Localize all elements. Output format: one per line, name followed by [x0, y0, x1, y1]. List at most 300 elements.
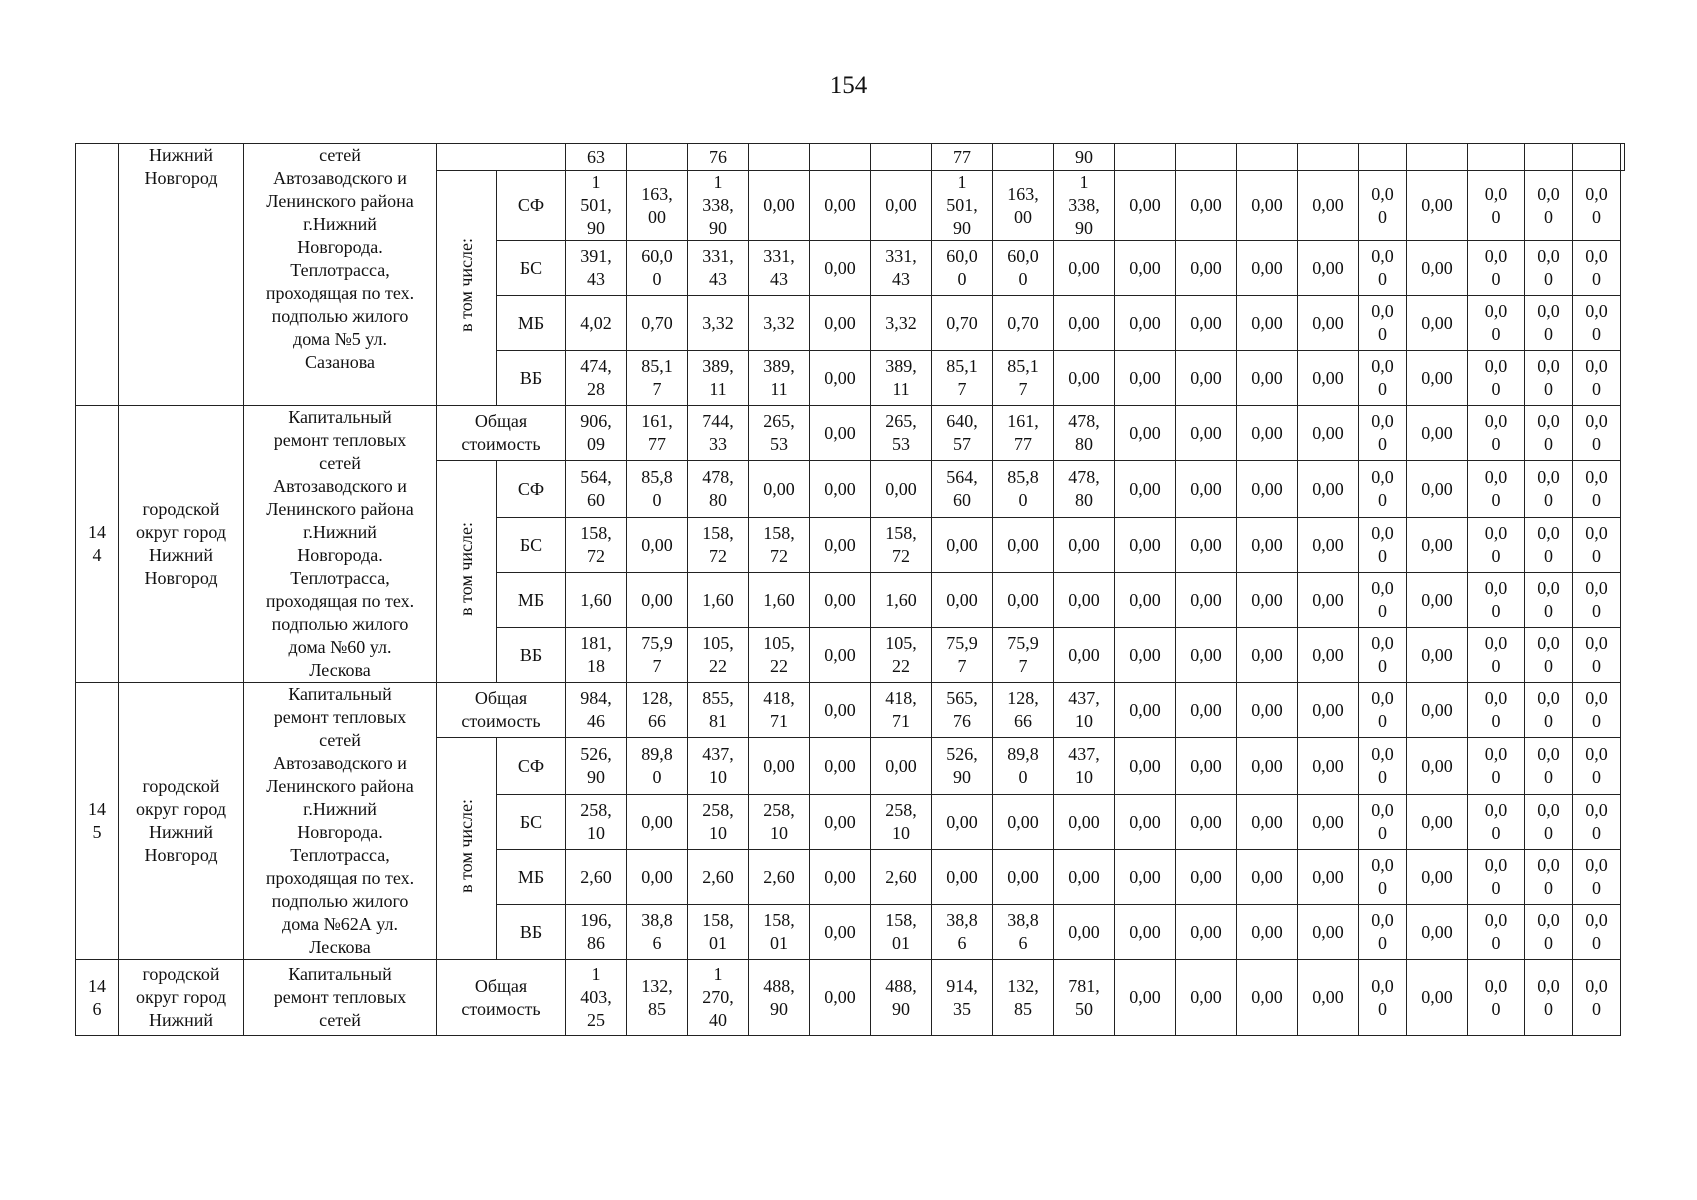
value-cell: 105, 22 — [749, 628, 810, 683]
object-cell: Капитальный ремонт тепловых сетей Автозаводского и Ленинского района г.Нижний Новгорода. Теплотрасса, проходящая по тех. подполью жилого дома №62А ул. Лескова — [244, 683, 437, 960]
value-cell: 258, 10 — [566, 795, 627, 850]
value-cell: 60,0 0 — [627, 241, 688, 296]
value-cell: 0,00 — [1237, 850, 1298, 905]
value-cell: 0,00 — [1237, 628, 1298, 683]
value-cell: 265, 53 — [871, 406, 932, 461]
value-cell — [993, 144, 1054, 171]
page-number: 154 — [829, 72, 868, 99]
source-label: БС — [497, 241, 566, 296]
value-cell: 3,32 — [871, 296, 932, 351]
value-cell: 85,1 7 — [627, 351, 688, 406]
value-cell: 0,00 — [1054, 850, 1115, 905]
value-cell: 984, 46 — [566, 683, 627, 738]
value-cell: 75,9 7 — [993, 628, 1054, 683]
value-cell: 0,00 — [810, 241, 871, 296]
value-cell: 0,0 0 — [1359, 241, 1407, 296]
value-cell: 0,00 — [810, 296, 871, 351]
source-label: СФ — [497, 461, 566, 518]
value-cell: 1,60 — [749, 573, 810, 628]
value-cell: 0,0 0 — [1573, 628, 1621, 683]
value-cell: 0,00 — [810, 850, 871, 905]
item-number: 14 6 — [76, 960, 119, 1036]
value-cell: 158, 72 — [566, 518, 627, 573]
value-cell: 564, 60 — [932, 461, 993, 518]
value-cell: 437, 10 — [688, 738, 749, 795]
value-cell: 258, 10 — [688, 795, 749, 850]
value-cell: 0,00 — [1407, 795, 1468, 850]
value-cell: 0,00 — [1407, 960, 1468, 1036]
municipality-cell: городской округ город Нижний — [119, 960, 244, 1036]
value-cell: 0,00 — [1298, 905, 1359, 960]
total-label: Общая стоимость — [437, 960, 566, 1036]
value-cell: 0,00 — [1298, 573, 1359, 628]
value-cell: 0,00 — [1176, 683, 1237, 738]
value-cell: 85,8 0 — [627, 461, 688, 518]
value-cell: 0,00 — [993, 795, 1054, 850]
value-cell: 0,00 — [1115, 960, 1176, 1036]
value-cell: 0,00 — [1176, 171, 1237, 241]
value-cell: 0,0 0 — [1525, 850, 1573, 905]
value-cell: 1 338, 90 — [688, 171, 749, 241]
value-cell: 0,00 — [932, 573, 993, 628]
value-cell: 0,00 — [627, 573, 688, 628]
object-cell: Капитальный ремонт тепловых сетей — [244, 960, 437, 1036]
value-cell: 0,00 — [1237, 683, 1298, 738]
value-cell — [1359, 144, 1407, 171]
value-cell: 0,0 0 — [1525, 738, 1573, 795]
value-cell: 0,0 0 — [1573, 171, 1621, 241]
value-cell: 0,00 — [1115, 683, 1176, 738]
item-number: 14 4 — [76, 406, 119, 683]
value-cell: 0,00 — [810, 406, 871, 461]
value-cell: 0,00 — [1115, 461, 1176, 518]
value-cell: 1 338, 90 — [1054, 171, 1115, 241]
value-cell: 0,00 — [1176, 960, 1237, 1036]
value-cell: 0,00 — [810, 795, 871, 850]
value-cell: 60,0 0 — [932, 241, 993, 296]
value-cell: 0,00 — [993, 573, 1054, 628]
value-cell: 2,60 — [871, 850, 932, 905]
value-cell: 0,0 0 — [1359, 795, 1407, 850]
value-cell: 0,00 — [1115, 518, 1176, 573]
value-cell: 85,1 7 — [993, 351, 1054, 406]
value-cell: 0,00 — [1298, 241, 1359, 296]
value-cell: 0,00 — [1298, 628, 1359, 683]
value-cell: 0,0 0 — [1468, 351, 1525, 406]
value-cell: 0,0 0 — [1468, 171, 1525, 241]
value-cell: 0,00 — [1115, 738, 1176, 795]
value-cell: 0,0 0 — [1359, 960, 1407, 1036]
source-label: БС — [497, 795, 566, 850]
value-cell: 0,0 0 — [1359, 351, 1407, 406]
value-cell: 0,0 0 — [1468, 905, 1525, 960]
value-cell: 0,0 0 — [1573, 738, 1621, 795]
object-cell: сетей Автозаводского и Ленинского района г.Нижний Новгорода. Теплотрасса, проходящая по тех. подполью жилого дома №5 ул. Сазанова — [244, 144, 437, 406]
value-cell: 265, 53 — [749, 406, 810, 461]
value-cell: 105, 22 — [688, 628, 749, 683]
value-cell: 0,00 — [810, 171, 871, 241]
value-cell: 0,00 — [1298, 461, 1359, 518]
value-cell: 0,0 0 — [1468, 406, 1525, 461]
value-cell: 76 — [688, 144, 749, 171]
value-cell: 0,00 — [627, 850, 688, 905]
value-cell: 0,00 — [1176, 850, 1237, 905]
value-cell: 0,00 — [1054, 241, 1115, 296]
value-cell — [1621, 144, 1625, 171]
value-cell: 0,00 — [1407, 461, 1468, 518]
value-cell: 0,0 0 — [1573, 296, 1621, 351]
including-cell — [437, 461, 497, 683]
value-cell: 0,0 0 — [1525, 461, 1573, 518]
value-cell: 3,32 — [749, 296, 810, 351]
value-cell: 38,8 6 — [627, 905, 688, 960]
value-cell: 0,00 — [1237, 905, 1298, 960]
value-cell: 2,60 — [688, 850, 749, 905]
value-cell: 0,0 0 — [1573, 905, 1621, 960]
value-cell: 0,0 0 — [1573, 683, 1621, 738]
value-cell: 564, 60 — [566, 461, 627, 518]
value-cell: 1 270, 40 — [688, 960, 749, 1036]
value-cell: 77 — [932, 144, 993, 171]
value-cell: 0,00 — [1237, 406, 1298, 461]
value-cell: 0,00 — [1115, 573, 1176, 628]
value-cell: 0,00 — [1237, 296, 1298, 351]
value-cell: 478, 80 — [1054, 406, 1115, 461]
value-cell: 90 — [1054, 144, 1115, 171]
value-cell: 0,00 — [1054, 518, 1115, 573]
value-cell: 0,00 — [932, 850, 993, 905]
value-cell: 0,0 0 — [1468, 573, 1525, 628]
value-cell: 0,00 — [1407, 518, 1468, 573]
value-cell: 0,0 0 — [1468, 296, 1525, 351]
value-cell: 89,8 0 — [627, 738, 688, 795]
value-cell: 0,00 — [1237, 171, 1298, 241]
value-cell: 0,0 0 — [1525, 573, 1573, 628]
value-cell: 0,00 — [1298, 850, 1359, 905]
value-cell: 163, 00 — [993, 171, 1054, 241]
value-cell: 0,00 — [932, 518, 993, 573]
value-cell: 105, 22 — [871, 628, 932, 683]
value-cell: 0,00 — [1237, 241, 1298, 296]
value-cell: 1 501, 90 — [566, 171, 627, 241]
value-cell: 181, 18 — [566, 628, 627, 683]
value-cell: 0,00 — [1115, 406, 1176, 461]
value-cell: 0,0 0 — [1525, 171, 1573, 241]
value-cell: 0,00 — [1176, 351, 1237, 406]
value-cell: 2,60 — [566, 850, 627, 905]
value-cell: 418, 71 — [871, 683, 932, 738]
table-row — [76, 683, 1625, 738]
value-cell: 0,00 — [810, 683, 871, 738]
value-cell: 0,00 — [1298, 406, 1359, 461]
value-cell: 331, 43 — [688, 241, 749, 296]
value-cell: 0,00 — [1407, 628, 1468, 683]
value-cell: 0,00 — [1176, 795, 1237, 850]
value-cell: 781, 50 — [1054, 960, 1115, 1036]
source-label: ВБ — [497, 351, 566, 406]
value-cell — [871, 144, 932, 171]
value-cell: 0,0 0 — [1468, 850, 1525, 905]
value-cell: 855, 81 — [688, 683, 749, 738]
value-cell: 258, 10 — [871, 795, 932, 850]
source-label: ВБ — [497, 628, 566, 683]
value-cell: 0,0 0 — [1468, 241, 1525, 296]
value-cell: 0,0 0 — [1359, 406, 1407, 461]
value-cell: 161, 77 — [993, 406, 1054, 461]
value-cell: 474, 28 — [566, 351, 627, 406]
value-cell: 0,00 — [871, 171, 932, 241]
source-label: ВБ — [497, 905, 566, 960]
value-cell — [1525, 144, 1573, 171]
value-cell: 0,0 0 — [1359, 738, 1407, 795]
value-cell: 132, 85 — [993, 960, 1054, 1036]
value-cell: 0,00 — [749, 171, 810, 241]
value-cell: 0,00 — [1237, 461, 1298, 518]
value-cell — [810, 144, 871, 171]
value-cell: 0,00 — [871, 738, 932, 795]
total-label: Общая стоимость — [437, 683, 566, 738]
value-cell: 0,00 — [1054, 628, 1115, 683]
value-cell: 0,0 0 — [1359, 683, 1407, 738]
value-cell: 128, 66 — [627, 683, 688, 738]
value-cell: 0,00 — [1054, 795, 1115, 850]
table-row — [76, 406, 1625, 461]
value-cell: 0,00 — [1407, 850, 1468, 905]
total-label — [437, 144, 566, 171]
value-cell: 158, 01 — [871, 905, 932, 960]
value-cell — [1573, 144, 1621, 171]
value-cell: 526, 90 — [932, 738, 993, 795]
including-label: в том числе: — [456, 238, 476, 332]
value-cell: 0,0 0 — [1573, 960, 1621, 1036]
value-cell: 1,60 — [871, 573, 932, 628]
value-cell — [1468, 144, 1525, 171]
value-cell: 0,00 — [810, 738, 871, 795]
value-cell: 0,00 — [932, 795, 993, 850]
value-cell: 0,00 — [1298, 518, 1359, 573]
value-cell: 158, 72 — [871, 518, 932, 573]
value-cell: 488, 90 — [871, 960, 932, 1036]
source-label: МБ — [497, 573, 566, 628]
value-cell: 38,8 6 — [993, 905, 1054, 960]
table-row — [76, 144, 1625, 171]
value-cell: 0,00 — [1237, 573, 1298, 628]
value-cell: 0,70 — [627, 296, 688, 351]
value-cell: 0,00 — [1115, 795, 1176, 850]
value-cell: 0,00 — [749, 461, 810, 518]
value-cell: 0,0 0 — [1573, 795, 1621, 850]
value-cell: 161, 77 — [627, 406, 688, 461]
value-cell: 0,0 0 — [1468, 683, 1525, 738]
value-cell: 0,00 — [1237, 351, 1298, 406]
value-cell: 0,0 0 — [1573, 850, 1621, 905]
value-cell: 0,00 — [1176, 738, 1237, 795]
value-cell: 0,00 — [1407, 406, 1468, 461]
value-cell: 526, 90 — [566, 738, 627, 795]
value-cell: 0,0 0 — [1525, 795, 1573, 850]
value-cell: 196, 86 — [566, 905, 627, 960]
value-cell: 0,00 — [749, 738, 810, 795]
value-cell: 3,32 — [688, 296, 749, 351]
value-cell: 158, 72 — [688, 518, 749, 573]
value-cell: 0,00 — [1407, 351, 1468, 406]
municipality-cell: городской округ город Нижний Новгород — [119, 683, 244, 960]
value-cell: 60,0 0 — [993, 241, 1054, 296]
value-cell: 128, 66 — [993, 683, 1054, 738]
value-cell: 906, 09 — [566, 406, 627, 461]
value-cell: 0,00 — [1298, 351, 1359, 406]
value-cell: 0,00 — [1176, 406, 1237, 461]
value-cell: 0,0 0 — [1573, 461, 1621, 518]
value-cell — [627, 144, 688, 171]
value-cell: 0,0 0 — [1359, 461, 1407, 518]
value-cell: 75,9 7 — [627, 628, 688, 683]
value-cell: 158, 01 — [749, 905, 810, 960]
source-label: СФ — [497, 171, 566, 241]
value-cell: 1 501, 90 — [932, 171, 993, 241]
value-cell: 63 — [566, 144, 627, 171]
value-cell: 0,0 0 — [1468, 738, 1525, 795]
value-cell — [1115, 144, 1176, 171]
value-cell: 0,0 0 — [1573, 518, 1621, 573]
value-cell — [1407, 144, 1468, 171]
table-body — [76, 144, 1625, 1036]
value-cell: 0,00 — [1054, 905, 1115, 960]
value-cell: 0,00 — [993, 518, 1054, 573]
value-cell — [1176, 144, 1237, 171]
value-cell: 0,70 — [932, 296, 993, 351]
value-cell: 0,00 — [1298, 171, 1359, 241]
value-cell: 437, 10 — [1054, 683, 1115, 738]
value-cell: 0,00 — [810, 905, 871, 960]
value-cell: 0,0 0 — [1573, 406, 1621, 461]
value-cell: 0,00 — [1115, 351, 1176, 406]
value-cell: 0,00 — [1407, 905, 1468, 960]
value-cell: 0,0 0 — [1359, 296, 1407, 351]
source-label: МБ — [497, 296, 566, 351]
value-cell: 258, 10 — [749, 795, 810, 850]
municipality-cell: городской округ город Нижний Новгород — [119, 406, 244, 683]
value-cell: 0,00 — [1115, 905, 1176, 960]
value-cell: 0,0 0 — [1468, 628, 1525, 683]
value-cell: 0,00 — [1115, 241, 1176, 296]
value-cell: 0,00 — [1237, 738, 1298, 795]
including-cell — [437, 171, 497, 406]
value-cell: 0,00 — [810, 518, 871, 573]
value-cell: 0,00 — [810, 628, 871, 683]
value-cell: 158, 01 — [688, 905, 749, 960]
value-cell: 0,00 — [1407, 738, 1468, 795]
including-label: в том числе: — [456, 521, 476, 616]
value-cell: 0,00 — [1115, 296, 1176, 351]
value-cell: 0,0 0 — [1468, 518, 1525, 573]
value-cell: 75,9 7 — [932, 628, 993, 683]
source-label: БС — [497, 518, 566, 573]
value-cell: 0,00 — [810, 351, 871, 406]
value-cell: 418, 71 — [749, 683, 810, 738]
value-cell: 0,70 — [993, 296, 1054, 351]
value-cell: 744, 33 — [688, 406, 749, 461]
value-cell: 158, 72 — [749, 518, 810, 573]
value-cell: 0,00 — [810, 461, 871, 518]
value-cell: 0,00 — [1176, 628, 1237, 683]
value-cell: 391, 43 — [566, 241, 627, 296]
value-cell: 0,00 — [810, 960, 871, 1036]
value-cell: 0,0 0 — [1359, 573, 1407, 628]
value-cell: 0,0 0 — [1359, 905, 1407, 960]
source-label: МБ — [497, 850, 566, 905]
including-label: в том числе: — [456, 798, 476, 893]
item-number: 14 5 — [76, 683, 119, 960]
value-cell: 0,0 0 — [1468, 461, 1525, 518]
value-cell: 389, 11 — [749, 351, 810, 406]
value-cell: 0,00 — [1054, 573, 1115, 628]
value-cell: 0,0 0 — [1468, 960, 1525, 1036]
value-cell: 0,0 0 — [1525, 683, 1573, 738]
value-cell: 132, 85 — [627, 960, 688, 1036]
value-cell: 389, 11 — [688, 351, 749, 406]
value-cell: 331, 43 — [871, 241, 932, 296]
value-cell: 0,00 — [1298, 683, 1359, 738]
object-cell: Капитальный ремонт тепловых сетей Автозаводского и Ленинского района г.Нижний Новгорода. Теплотрасса, проходящая по тех. подполью жилого дома №60 ул. Лескова — [244, 406, 437, 683]
value-cell: 437, 10 — [1054, 738, 1115, 795]
value-cell: 0,00 — [1407, 296, 1468, 351]
value-cell: 0,0 0 — [1573, 351, 1621, 406]
value-cell: 0,0 0 — [1525, 960, 1573, 1036]
value-cell: 0,0 0 — [1525, 905, 1573, 960]
municipality-cell: Нижний Новгород — [119, 144, 244, 406]
value-cell: 0,00 — [1176, 573, 1237, 628]
value-cell: 0,0 0 — [1359, 850, 1407, 905]
value-cell: 0,00 — [1298, 795, 1359, 850]
value-cell: 565, 76 — [932, 683, 993, 738]
value-cell: 0,0 0 — [1525, 296, 1573, 351]
including-cell — [437, 738, 497, 960]
value-cell: 0,00 — [1407, 573, 1468, 628]
item-number — [76, 144, 119, 406]
value-cell: 1 403, 25 — [566, 960, 627, 1036]
value-cell: 0,00 — [993, 850, 1054, 905]
value-cell: 4,02 — [566, 296, 627, 351]
value-cell: 0,0 0 — [1525, 351, 1573, 406]
value-cell: 0,00 — [871, 461, 932, 518]
table-row — [76, 960, 1625, 1036]
total-label: Общая стоимость — [437, 406, 566, 461]
value-cell: 488, 90 — [749, 960, 810, 1036]
value-cell: 0,0 0 — [1573, 573, 1621, 628]
source-label: СФ — [497, 738, 566, 795]
value-cell: 163, 00 — [627, 171, 688, 241]
value-cell: 0,00 — [1407, 241, 1468, 296]
value-cell: 389, 11 — [871, 351, 932, 406]
value-cell: 0,00 — [1176, 518, 1237, 573]
value-cell: 0,0 0 — [1525, 241, 1573, 296]
value-cell: 0,00 — [1407, 683, 1468, 738]
value-cell: 0,0 0 — [1468, 795, 1525, 850]
value-cell: 85,8 0 — [993, 461, 1054, 518]
value-cell: 2,60 — [749, 850, 810, 905]
value-cell: 89,8 0 — [993, 738, 1054, 795]
value-cell: 0,00 — [627, 795, 688, 850]
value-cell — [1298, 144, 1359, 171]
value-cell: 478, 80 — [1054, 461, 1115, 518]
value-cell: 85,1 7 — [932, 351, 993, 406]
value-cell: 0,00 — [1298, 738, 1359, 795]
value-cell: 0,00 — [1176, 241, 1237, 296]
value-cell: 0,00 — [1054, 296, 1115, 351]
value-cell — [1237, 144, 1298, 171]
value-cell: 0,00 — [1115, 628, 1176, 683]
